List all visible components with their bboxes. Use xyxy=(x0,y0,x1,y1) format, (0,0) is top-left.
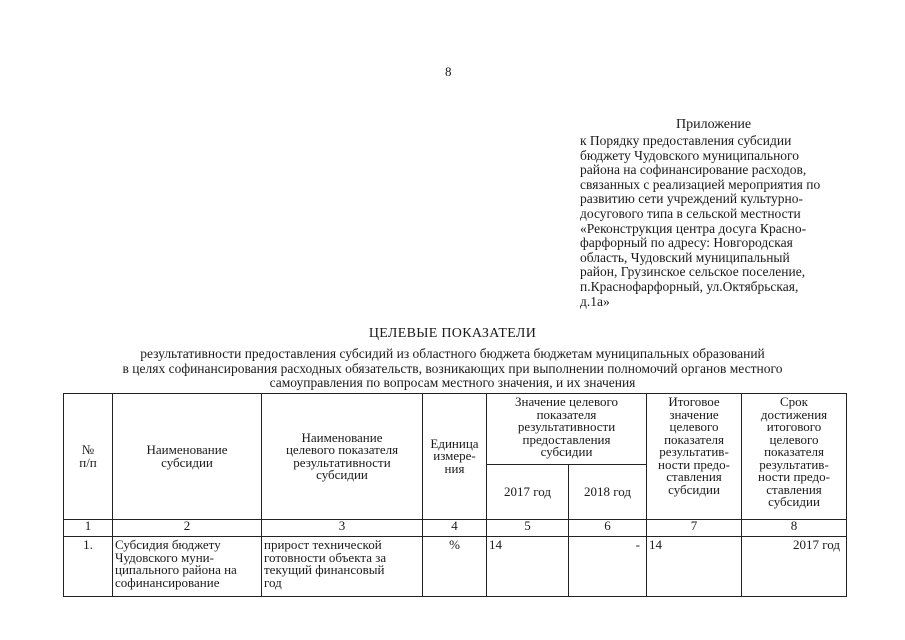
appendix-line: «Реконструкция центра досуга Красно- xyxy=(580,220,807,236)
cell-text: ципального района на xyxy=(115,562,237,577)
cell-text: готовности объекта за xyxy=(264,549,387,565)
header-text: № xyxy=(81,442,95,457)
header-text: субсидии xyxy=(316,467,368,482)
header-text: значение xyxy=(669,406,719,422)
header-text: результатив- xyxy=(759,456,829,472)
column-number: 1 xyxy=(64,520,113,537)
header-text: целевого показателя xyxy=(285,442,399,457)
appendix-line: района на софинансирование расходов, xyxy=(580,162,807,178)
header-deadline xyxy=(742,394,847,520)
header-text: измере- xyxy=(433,448,476,464)
header-text: показателя xyxy=(536,406,597,422)
row-final-value: 14 xyxy=(647,537,742,597)
header-text: итогового xyxy=(766,419,822,434)
column-number: 3 xyxy=(262,520,423,537)
subheading-line: в целях софинансирования расходных обязательств, возникающих при выполнении полномочий органов местного xyxy=(122,360,783,376)
header-text: результативности xyxy=(517,419,616,434)
header-text: показателя xyxy=(764,444,824,459)
row-value-2017: 14 xyxy=(487,537,569,597)
indicators-table xyxy=(63,393,847,597)
header-text: результативности xyxy=(293,454,391,470)
header-final-value xyxy=(647,394,742,520)
row-unit: % xyxy=(423,537,487,597)
appendix-line: п.Краснофарфорный, ул.Октябрьская, xyxy=(580,278,799,294)
header-text: п/п xyxy=(79,454,97,470)
header-subsidy-name xyxy=(113,394,262,520)
cell-text: год xyxy=(264,574,282,590)
header-text: целевого xyxy=(769,431,819,447)
column-number: 6 xyxy=(569,520,647,537)
header-year-2018: 2018 год xyxy=(569,465,647,520)
row-value-2018: - xyxy=(569,537,647,597)
header-text: достижения xyxy=(760,406,828,422)
header-unit xyxy=(423,394,487,520)
header-text: субсидии xyxy=(768,494,820,509)
row-indicator xyxy=(262,537,423,597)
appendix-line: досугового типа в сельской местности xyxy=(580,205,801,221)
header-text: Срок xyxy=(780,394,809,409)
header-text: результатив- xyxy=(659,444,729,459)
column-number: 8 xyxy=(742,520,847,537)
appendix-line: к Порядку предоставления субсидии xyxy=(580,133,792,148)
header-text: Значение целевого xyxy=(515,394,619,409)
appendix-line: бюджету Чудовского муниципального xyxy=(580,147,799,163)
header-text: Итоговое xyxy=(668,394,720,409)
page-number: 8 xyxy=(445,64,452,79)
document-heading: ЦЕЛЕВЫЕ ПОКАЗАТЕЛИ xyxy=(368,326,537,341)
header-year-2017: 2017 год xyxy=(487,465,569,520)
header-text: ния xyxy=(444,460,465,476)
cell-text: текущий финансовый xyxy=(264,562,385,577)
appendix-line: область, Чудовский муниципальный xyxy=(580,249,790,265)
column-number: 2 xyxy=(113,520,262,537)
header-text: субсидии xyxy=(540,444,593,459)
appendix-line: д.1а» xyxy=(580,293,610,309)
cell-text: прирост технической xyxy=(264,537,382,552)
header-text: целевого xyxy=(669,419,719,434)
header-text: Наименование xyxy=(146,442,228,457)
cell-text: софинансирование xyxy=(115,574,220,590)
header-text: ставления xyxy=(666,469,722,484)
row-deadline: 2017 год xyxy=(742,537,847,597)
appendix-line: район, Грузинское сельское поселение, xyxy=(580,264,806,280)
header-num xyxy=(64,394,113,520)
header-text: Наименование xyxy=(301,429,383,445)
header-text: ности предо- xyxy=(758,469,830,484)
document-subheading xyxy=(0,347,905,391)
header-text: Единица xyxy=(430,435,479,451)
header-text: ставления xyxy=(766,481,822,497)
header-text: показателя xyxy=(664,431,724,447)
table-row xyxy=(64,537,847,597)
cell-text: Субсидия бюджету xyxy=(115,537,221,552)
appendix-line: связанных с реализацией мероприятия по xyxy=(580,176,821,192)
appendix-title: Приложение xyxy=(676,117,752,132)
appendix-line: фарфорный по адресу: Новгородская xyxy=(580,235,793,251)
cell-text: Чудовского муни- xyxy=(115,549,214,565)
row-subsidy xyxy=(113,537,262,597)
header-text: субсидии xyxy=(668,481,720,497)
appendix-line: развитию сети учреждений культурно- xyxy=(580,191,804,207)
header-value-group xyxy=(487,394,647,465)
appendix-text xyxy=(580,134,860,309)
row-num: 1. xyxy=(64,537,113,597)
header-indicator-name xyxy=(262,394,423,520)
column-number: 5 xyxy=(487,520,569,537)
header-text: ности предо- xyxy=(658,456,730,472)
column-number: 7 xyxy=(647,520,742,537)
column-number: 4 xyxy=(423,520,487,537)
subheading-line: результативности предоставления субсидий из областного бюджета бюджетам муниципальных образований xyxy=(140,346,765,361)
header-text: предоставления xyxy=(522,431,611,447)
subheading-line: самоуправления по вопросам местного значения, и их значения xyxy=(269,375,636,390)
header-text: субсидии xyxy=(161,454,213,470)
